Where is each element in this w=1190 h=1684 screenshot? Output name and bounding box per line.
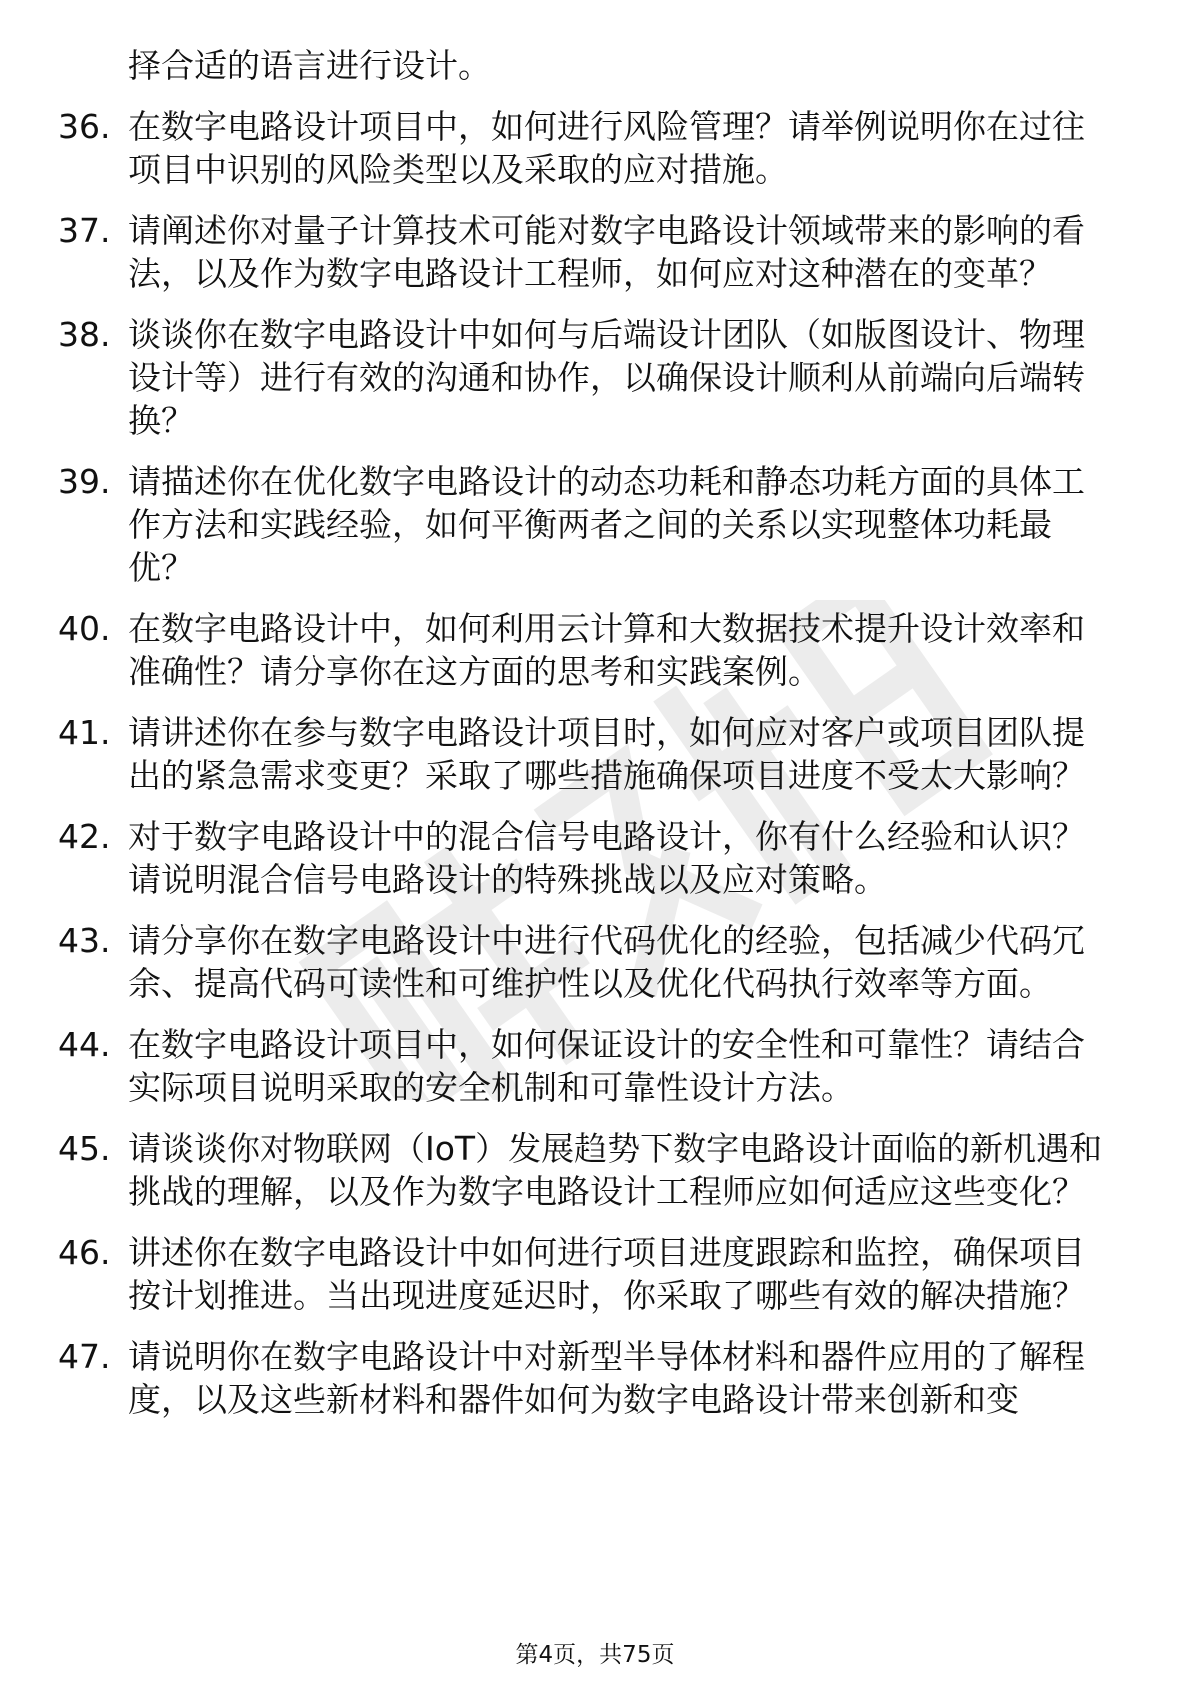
question-item <box>0 919 1190 1005</box>
question-text: 请描述你在优化数字电路设计的动态功耗和静态功耗方面的具体工作方法和实践经验，如何平衡两者之间的关系以实现整体功耗最优？ <box>128 462 1085 587</box>
question-number: 36. <box>58 107 111 146</box>
question-number: 38. <box>58 315 111 354</box>
question-item <box>0 1231 1190 1317</box>
question-text: 请分享你在数字电路设计中进行代码优化的经验，包括减少代码冗余、提高代码可读性和可维护性以及优化代码执行效率等方面。 <box>128 921 1085 1003</box>
question-item <box>0 607 1190 693</box>
page-footer: 第4页，共75页 <box>515 1642 675 1668</box>
question-number: 47. <box>58 1337 111 1376</box>
question-text: 请说明你在数字电路设计中对新型半导体材料和器件应用的了解程度，以及这些新材料和器件如何为数字电路设计带来创新和变 <box>128 1337 1085 1419</box>
question-text: 在数字电路设计项目中，如何进行风险管理？请举例说明你在过往项目中识别的风险类型以及采取的应对措施。 <box>128 107 1085 189</box>
question-text: 请阐述你对量子计算技术可能对数字电路设计领域带来的影响的看法，以及作为数字电路设计工程师，如何应对这种潜在的变革？ <box>128 211 1085 293</box>
question-list <box>0 44 1190 1439</box>
question-text: 讲述你在数字电路设计中如何进行项目进度跟踪和监控，确保项目按计划推进。当出现进度延迟时，你采取了哪些有效的解决措施？ <box>128 1233 1085 1315</box>
question-item <box>0 313 1190 442</box>
question-number: 46. <box>58 1233 111 1272</box>
question-number: 41. <box>58 713 111 752</box>
question-text: 在数字电路设计项目中，如何保证设计的安全性和可靠性？请结合实际项目说明采取的安全机制和可靠性设计方法。 <box>128 1025 1085 1107</box>
question-item <box>0 815 1190 901</box>
question-number: 37. <box>58 211 111 250</box>
question-item <box>0 209 1190 295</box>
question-number: 43. <box>58 921 111 960</box>
question-item <box>0 105 1190 191</box>
question-text: 在数字电路设计中，如何利用云计算和大数据技术提升设计效率和准确性？请分享你在这方面的思考和实践案例。 <box>128 609 1085 691</box>
question-number: 40. <box>58 609 111 648</box>
question-item <box>0 1127 1190 1213</box>
question-number: 39. <box>58 462 111 501</box>
question-text: 请讲述你在参与数字电路设计项目时，如何应对客户或项目团队提出的紧急需求变更？采取了哪些措施确保项目进度不受太大影响？ <box>128 713 1085 795</box>
question-number: 45. <box>58 1129 111 1168</box>
question-text: 谈谈你在数字电路设计中如何与后端设计团队（如版图设计、物理设计等）进行有效的沟通和协作，以确保设计顺利从前端向后端转换？ <box>128 315 1085 440</box>
continuation-text: 择合适的语言进行设计。 <box>128 46 491 85</box>
question-item <box>0 460 1190 589</box>
question-item <box>0 1335 1190 1421</box>
question-text: 对于数字电路设计中的混合信号电路设计，你有什么经验和认识？请说明混合信号电路设计的特殊挑战以及应对策略。 <box>128 817 1085 899</box>
question-number: 44. <box>58 1025 111 1064</box>
question-number: 42. <box>58 817 111 856</box>
question-text: 请谈谈你对物联网（IoT）发展趋势下数字电路设计面临的新机遇和挑战的理解，以及作为数字电路设计工程师应如何适应这些变化？ <box>128 1129 1103 1211</box>
question-item <box>0 711 1190 797</box>
question-item <box>0 1023 1190 1109</box>
